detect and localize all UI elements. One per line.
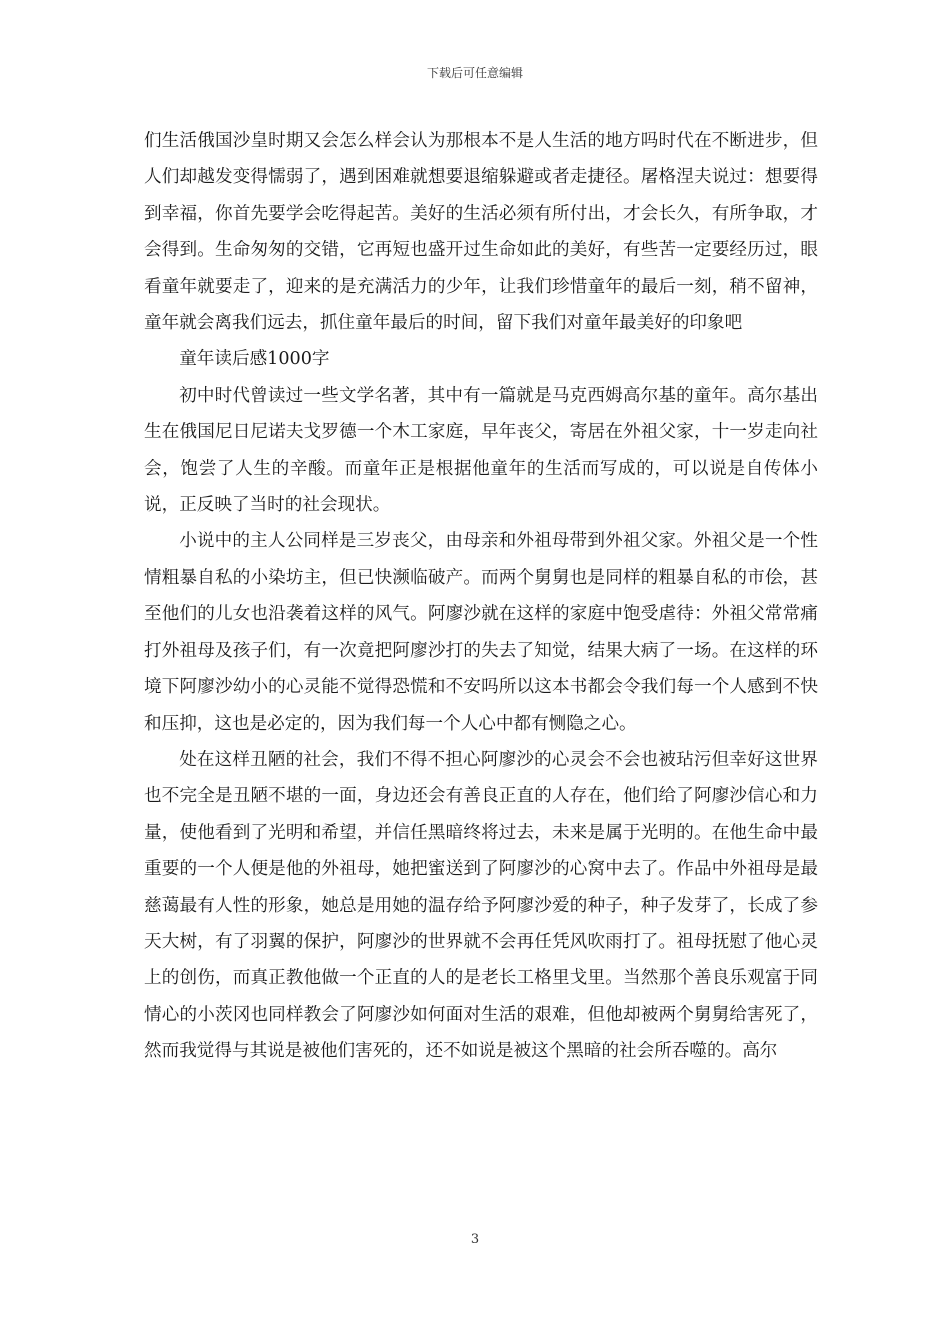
paragraph: 小说中的主人公同样是三岁丧父，由母亲和外祖母带到外祖父家。外祖父是一个性情粗暴自私的小染坊主，但已快濒临破产。而两个舅舅也是同样的粗暴自私的市侩，甚至他们的儿女也沿袭着这样的风气。阿廖沙就在这样的家庭中饱受虐待：外祖父常常痛打外祖母及孩子们，有一次竟把阿廖沙打的失去了知觉，结果大病了一场。在这样的环境下阿廖沙幼小的心灵能不觉得恐慌和不安吗所以这本书都会令我们每一个人感到不快和压抑，这也是必定的，因为我们每一个人心中都有恻隐之心。 bbox=[144, 531, 818, 734]
paragraph-continuation: 们生活俄国沙皇时期又会怎么样会认为那根本不是人生活的地方吗时代在不断进步，但人们却越发变得懦弱了，遇到困难就想要退缩躲避或者走捷径。屠格涅夫说过：想要得到幸福，你首先要学会吃得起苦。美好的生活必须有所付出，才会长久，有所争取，才会得到。生命匆匆的交错，它再短也盛开过生命如此的美好，有些苦一定要经历过，眼看童年就要走了，迎来的是充满活力的少年，让我们珍惜童年的最后一刻，稍不留神，童年就会离我们远去，抓住童年最后的时间，留下我们对童年最美好的印象吧 bbox=[144, 131, 818, 334]
page-number: 3 bbox=[470, 1232, 480, 1247]
paragraph: 初中时代曾读过一些文学名著，其中有一篇就是马克西姆高尔基的童年。高尔基出生在俄国尼日尼诺夫戈罗德一个木工家庭，早年丧父，寄居在外祖父家，十一岁走向社会，饱尝了人生的辛酸。而童年正是根据他童年的生活而写成的，可以说是自传体小说，正反映了当时的社会现状。 bbox=[144, 385, 818, 516]
page-header: 下载后可任意编辑 bbox=[426, 66, 523, 80]
document-body bbox=[144, 123, 818, 1070]
paragraph: 处在这样丑陋的社会，我们不得不担心阿廖沙的心灵会不会也被玷污但幸好这世界也不完全是丑陋不堪的一面，身边还会有善良正直的人存在，他们给了阿廖沙信心和力量，使他看到了光明和希望，并信任黑暗终将过去，未来是属于光明的。在他生命中最重要的一个人便是他的外祖母，她把蜜送到了阿廖沙的心窝中去了。作品中外祖母是最慈蔼最有人性的形象，她总是用她的温存给予阿廖沙爱的种子，种子发芽了，长成了参天大树，有了羽翼的保护，阿廖沙的世界就不会再任凭风吹雨打了。祖母抚慰了他心灵上的创伤，而真正教他做一个正直的人的是老长工格里戈里。当然那个善良乐观富于同情心的小茨冈也同样教会了阿廖沙如何面对生活的艰难，但他却被两个舅舅给害死了，然而我觉得与其说是被他们害死的，还不如说是被这个黑暗的社会所吞噬的。高尔 bbox=[144, 749, 818, 1062]
section-heading: 童年读后感1000字 bbox=[179, 349, 330, 370]
